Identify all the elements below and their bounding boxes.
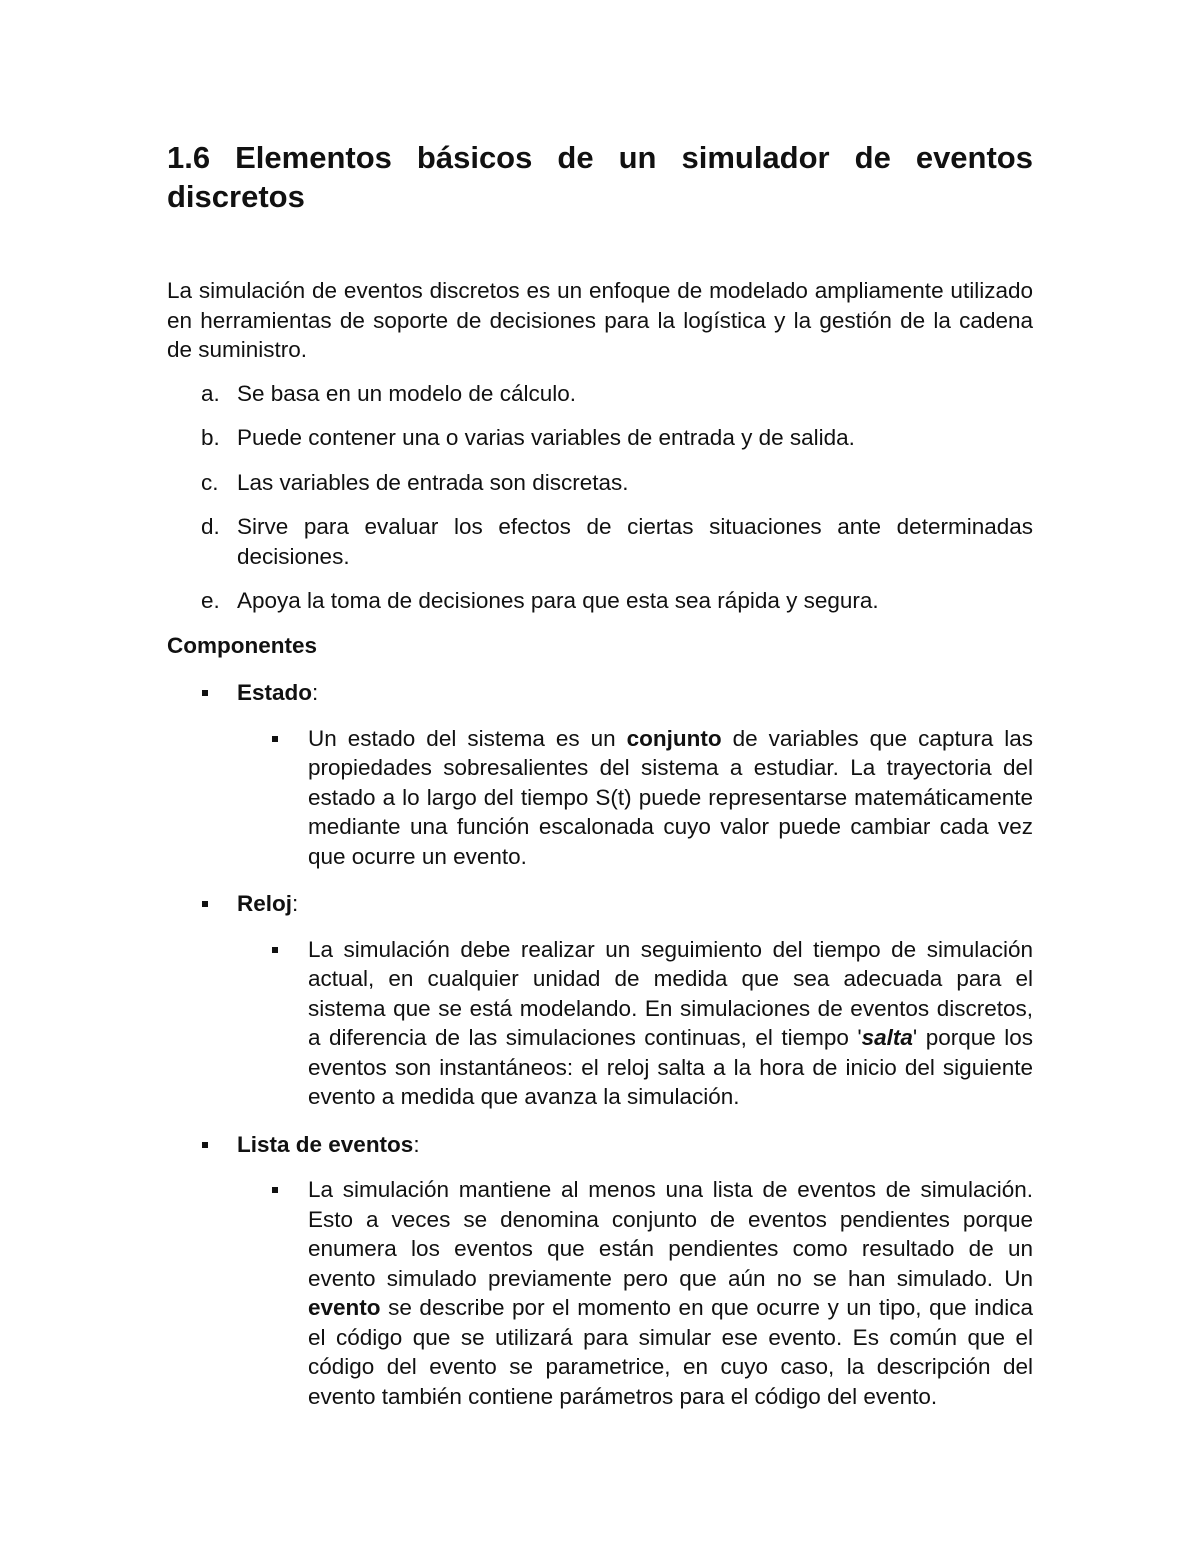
component-description: La simulación mantiene al menos una lista de eventos de simulación. Esto a veces se denomina conjunto de eventos pendientes porque enumera los eventos que están pendientes como resultado de un evento simulado previamente pero que aún no se han simulado. Un evento se describe por el momento en que ocurre y un tipo, que indica el código que se utilizará para simular ese evento. Es común que el código del evento se parametrice, en cuyo caso, la descripción del evento también contiene parámetros para el código del evento. <box>308 1177 1033 1409</box>
square-bullet-icon <box>202 901 208 907</box>
features-list <box>167 379 1033 616</box>
document-page <box>167 138 1033 1411</box>
component-name: Reloj <box>237 891 293 916</box>
square-bullet-icon <box>272 947 278 953</box>
list-marker: c. <box>201 469 219 495</box>
list-item <box>167 586 1033 616</box>
square-bullet-icon <box>272 736 278 742</box>
component-name: Lista de eventos <box>237 1131 414 1157</box>
list-item-text: Las variables de entrada son discretas. <box>237 469 629 495</box>
bold-term: evento <box>308 1295 381 1320</box>
component-colon: : <box>292 891 299 916</box>
list-marker: a. <box>201 380 220 406</box>
list-item <box>167 512 1033 571</box>
list-item <box>167 379 1033 409</box>
list-marker: e. <box>201 588 220 613</box>
italic-term: salta <box>861 1025 913 1050</box>
page-title: 1.6 Elementos básicos de un simulador de eventos discretos <box>167 140 1033 214</box>
list-item-text: Puede contener una o varias variables de entrada y de salida. <box>237 425 855 450</box>
list-marker: b. <box>201 425 220 450</box>
component-estado <box>167 678 1033 871</box>
component-description: La simulación debe realizar un seguimiento del tiempo de simulación actual, en cualquier unidad de medida que sea adecuada para el sistema que se está modelando. En simulaciones de eventos discretos, a diferencia de las simulaciones continuas, el tiempo 'salta' porque los eventos son instantáneos: el reloj salta a la hora de inicio del siguiente evento a medida que avanza la simulación. <box>308 936 1033 1109</box>
list-item-text: Apoya la toma de decisiones para que esta sea rápida y segura. <box>237 588 879 613</box>
bold-term: conjunto <box>626 725 722 751</box>
components-heading: Componentes <box>167 632 318 658</box>
list-marker: d. <box>201 514 220 539</box>
list-item <box>167 423 1033 453</box>
component-colon: : <box>413 1131 420 1157</box>
square-bullet-icon <box>202 1142 208 1148</box>
square-bullet-icon <box>202 690 208 696</box>
component-colon: : <box>312 680 319 705</box>
list-item-text: Se basa en un modelo de cálculo. <box>237 380 576 406</box>
list-item <box>167 468 1033 498</box>
component-description: Un estado del sistema es un conjunto de variables que captura las propiedades sobresalientes del sistema a estudiar. La trayectoria del estado a lo largo del tiempo S(t) puede representarse matemáticamente mediante una función escalonada cuyo valor puede cambiar cada vez que ocurre un evento. <box>308 725 1033 869</box>
component-lista-de-eventos <box>167 1130 1033 1412</box>
intro-paragraph: La simulación de eventos discretos es un enfoque de modelado ampliamente utilizado en herramientas de soporte de decisiones para la logística y la gestión de la cadena de suministro. <box>167 278 1033 362</box>
component-reloj <box>167 889 1033 1112</box>
component-name: Estado <box>237 680 313 705</box>
list-item-text: Sirve para evaluar los efectos de ciertas situaciones ante determinadas decisiones. <box>237 514 1033 569</box>
square-bullet-icon <box>272 1187 278 1193</box>
